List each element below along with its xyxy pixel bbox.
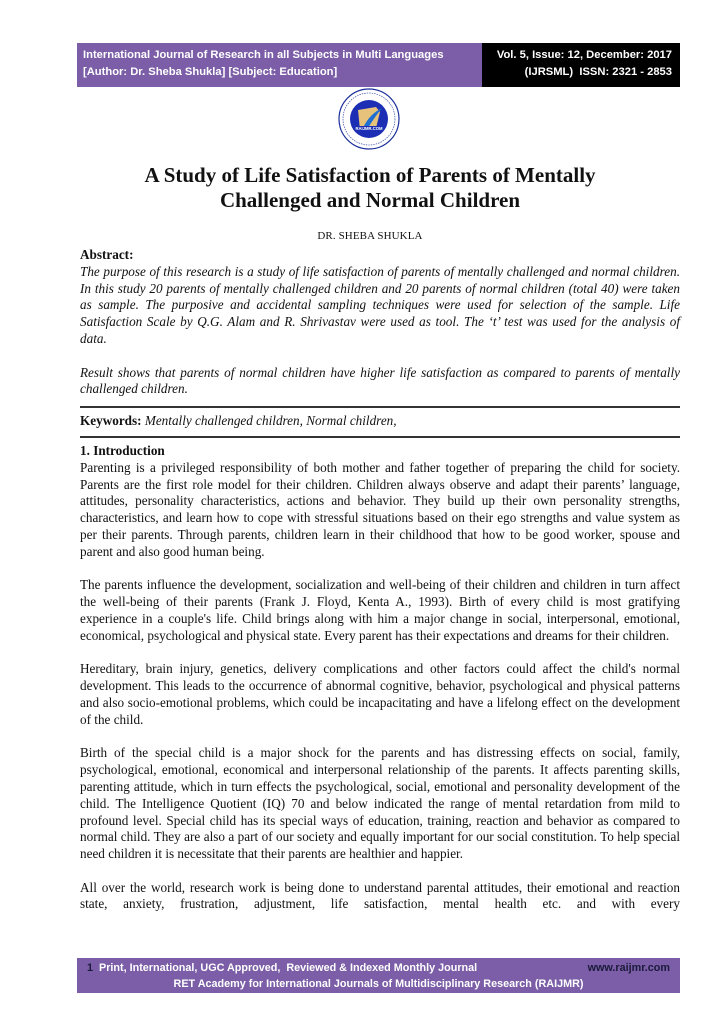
website-link[interactable]: www.raijmr.com — [587, 962, 670, 974]
title-line-1: A Study of Life Satisfaction of Parents of Mentally — [144, 163, 596, 187]
raijmr-logo-icon — [338, 88, 400, 150]
paper-title — [60, 163, 680, 213]
paper-body — [80, 247, 680, 913]
divider — [80, 436, 680, 438]
divider — [80, 406, 680, 408]
footer-description: Print, International, UGC Approved, Reviewed & Indexed Monthly Journal — [99, 962, 478, 974]
intro-paragraph: Birth of the special child is a major shock for the parents and has distressing effects on social, family, psychological, emotional, economical and interpersonal relationship of the parents. It affects parenting skills, parenting attitude, which in turn effects the psychological, social, emotional and personality development of the child. The Intelligence Quotient (IQ) 70 and below indicated the range of mental retardation from mild to profound level. Special child has its special ways of education, training, reaction and behavior as compared to normal child. They are also a part of our society and equally important for our social constitution. To help special need children it is necessitate that their parents are healthier and happier. — [80, 745, 680, 862]
header-issue-info — [482, 43, 680, 87]
keywords-value: Mentally challenged children, Normal children, — [141, 413, 397, 429]
keywords-label: Keywords: — [80, 413, 142, 429]
keywords — [80, 413, 680, 430]
journal-footer — [77, 958, 680, 993]
intro-paragraph: Hereditary, brain injury, genetics, delivery complications and other factors could affect the child's normal development. This leads to the occurrence of abnormal cognitive, behavior, psychological and physical patterns and also socio-emotional problems, which could be incapacitating and have a lifelong effect on the development of the child. — [80, 661, 680, 727]
journal-header — [77, 43, 680, 87]
svg-text:RAIJMR.COM: RAIJMR.COM — [355, 126, 383, 131]
issn: (IJRSML) ISSN: 2321 - 2853 — [524, 66, 672, 78]
header-journal-info — [77, 43, 482, 87]
abstract-paragraph-2: Result shows that parents of normal children have higher life satisfaction as compared to parents of mentally challenged children. — [80, 364, 680, 397]
intro-paragraph: Parenting is a privileged responsibility of both mother and father together of preparing the child for society. Parents are the first role model for their children. Children always observe and adapt their parents’ language, attitudes, personality characteristics, actions and behavior. They build up their own personality strengths, characteristics, and learn how to cope with stressful situations based on their ego strengths and value system as per their parents. Through parents, children learn in their childhood that how to be good worker, spouse and parent and also good human being. — [80, 459, 680, 559]
abstract-paragraph-1: The purpose of this research is a study of life satisfaction of parents of mentally challenged and normal children. In this study 20 parents of mentally challenged children and 20 parents of normal children (total 40) were taken as sample. The purposive and accidental sampling techniques were used for selection of the sample. Life Satisfaction Scale by Q.G. Alam and R. Shrivastav were used as tool. The ‘t’ test was used for the analysis of data. — [80, 263, 680, 346]
intro-paragraph: The parents influence the development, socialization and well-being of their children and children in turn affect the well-being of their parents (Frank J. Floyd, Kenta A., 1993). Birth of every child is most gratifying experience in a couple's life. Child brings along with him a major change in social, interpersonal, emotional, economical, psychological and physical state. Every parent has their expectations and dreams for their children. — [80, 577, 680, 643]
title-line-2: Challenged and Normal Children — [219, 188, 521, 212]
volume-issue: Vol. 5, Issue: 12, December: 2017 — [496, 49, 672, 61]
author-subject: [Author: Dr. Sheba Shukla] [Subject: Education] — [83, 66, 338, 78]
intro-paragraph: All over the world, research work is being done to understand parental attitudes, their emotional and reaction state, anxiety, frustration, adjustment, life satisfaction, mental health etc. and with every — [80, 879, 680, 912]
journal-name: International Journal of Research in all Subjects in Multi Languages — [83, 49, 444, 61]
abstract-heading: Abstract: — [80, 247, 134, 262]
page-number: 1 — [87, 962, 94, 974]
publisher: RET Academy for International Journals of Multidisciplinary Research (RAIJMR) — [173, 978, 584, 990]
paper-author: DR. SHEBA SHUKLA — [317, 230, 423, 242]
introduction-heading: 1. Introduction — [80, 442, 165, 458]
